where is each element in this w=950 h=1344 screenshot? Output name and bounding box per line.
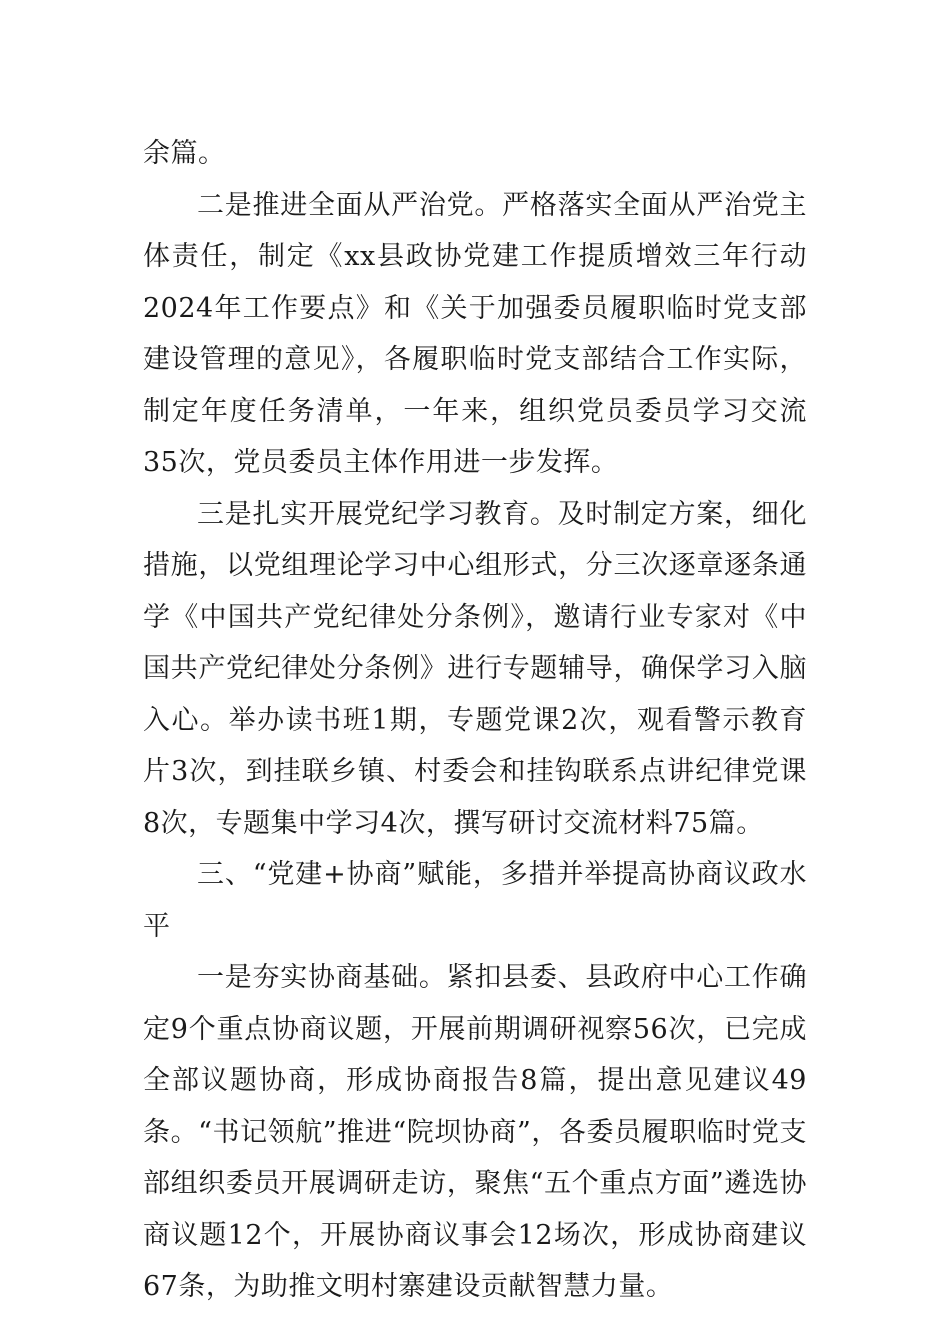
paragraph-discipline-education: 三是扎实开展党纪学习教育。及时制定方案，细化措施，以党组理论学习中心组形式，分三次逐章逐条通学《中国共产党纪律处分条例》，邀请行业专家对《中国共产党纪律处分条例》进行专题辅导，确保学习入脑入心。举办读书班1期，专题党课2次，观看警示教育片3次，到挂联乡镇、村委会和挂钩联系点讲纪律党课8次，专题集中学习4次，撰写研讨交流材料75篇。 xyxy=(143,498,807,839)
paragraph-party-governance: 二是推进全面从严治党。严格落实全面从严治党主体责任，制定《xx县政协党建工作提质增效三年行动2024年工作要点》和《关于加强委员履职临时党支部建设管理的意见》，各履职临时党支部结合工作实际，制定年度任务清单，一年来，组织党员委员学习交流35次，党员委员主体作用进一步发挥。 xyxy=(143,189,807,478)
paragraph-continuation: 余篇。 xyxy=(143,138,226,169)
paragraph-consultation-basis: 一是夯实协商基础。紧扣县委、县政府中心工作确定9个重点协商议题，开展前期调研视察56次，已完成全部议题协商，形成协商报告8篇，提出意见建议49条。“书记领航”推进“院坝协商”，各委员履职临时党支部组织委员开展调研走访，聚焦“五个重点方面”遴选协商议题12个，开展协商议事会12场次，形成协商建议67条，为助推文明村寨建设贡献智慧力量。 xyxy=(143,962,807,1302)
section-heading: 三、“党建+协商”赋能，多措并举提高协商议政水平 xyxy=(143,859,807,942)
document-body xyxy=(143,128,807,1313)
